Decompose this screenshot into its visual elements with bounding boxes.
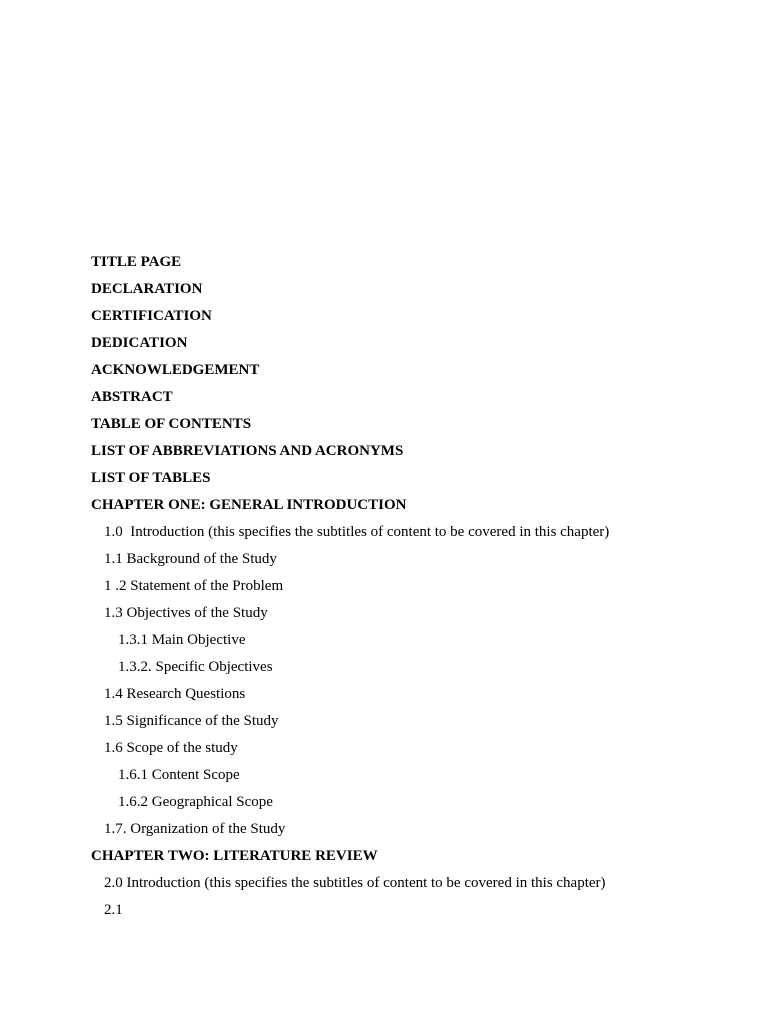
toc-entry: 1 .2 Statement of the Problem [104, 578, 284, 594]
toc-entry: 1.0 Introduction (this specifies the subtitles of content to be covered in this chapter) [104, 524, 610, 540]
toc-heading: CHAPTER TWO: LITERATURE REVIEW [91, 848, 378, 864]
toc-entry: 1.6.2 Geographical Scope [118, 794, 273, 810]
toc-heading: DECLARATION [91, 281, 203, 297]
toc-heading: CHAPTER ONE: GENERAL INTRODUCTION [91, 497, 407, 513]
toc-heading: LIST OF ABBREVIATIONS AND ACRONYMS [91, 443, 404, 459]
toc-entry: 1.6.1 Content Scope [118, 767, 240, 783]
toc-entry: 1.6 Scope of the study [104, 740, 238, 756]
toc-entry: 1.3.1 Main Objective [118, 632, 246, 648]
toc-entry: 1.3 Objectives of the Study [104, 605, 268, 621]
toc-entry: 1.1 Background of the Study [104, 551, 277, 567]
toc-heading: CERTIFICATION [91, 308, 212, 324]
toc-heading: TABLE OF CONTENTS [91, 416, 252, 432]
toc-heading: TITLE PAGE [91, 254, 182, 270]
toc-heading: LIST OF TABLES [91, 470, 211, 486]
toc-entry: 1.3.2. Specific Objectives [118, 659, 273, 675]
toc-entry: 1.4 Research Questions [104, 686, 246, 702]
toc-entry: 2.1 [104, 902, 123, 918]
toc-heading: DEDICATION [91, 335, 188, 351]
toc-entry: 2.0 Introduction (this specifies the subtitles of content to be covered in this chapter) [104, 875, 606, 891]
toc-heading: ABSTRACT [91, 389, 173, 405]
table-of-contents [91, 251, 751, 926]
toc-heading: ACKNOWLEDGEMENT [91, 362, 260, 378]
toc-entry: 1.5 Significance of the Study [104, 713, 279, 729]
toc-entry: 1.7. Organization of the Study [104, 821, 286, 837]
